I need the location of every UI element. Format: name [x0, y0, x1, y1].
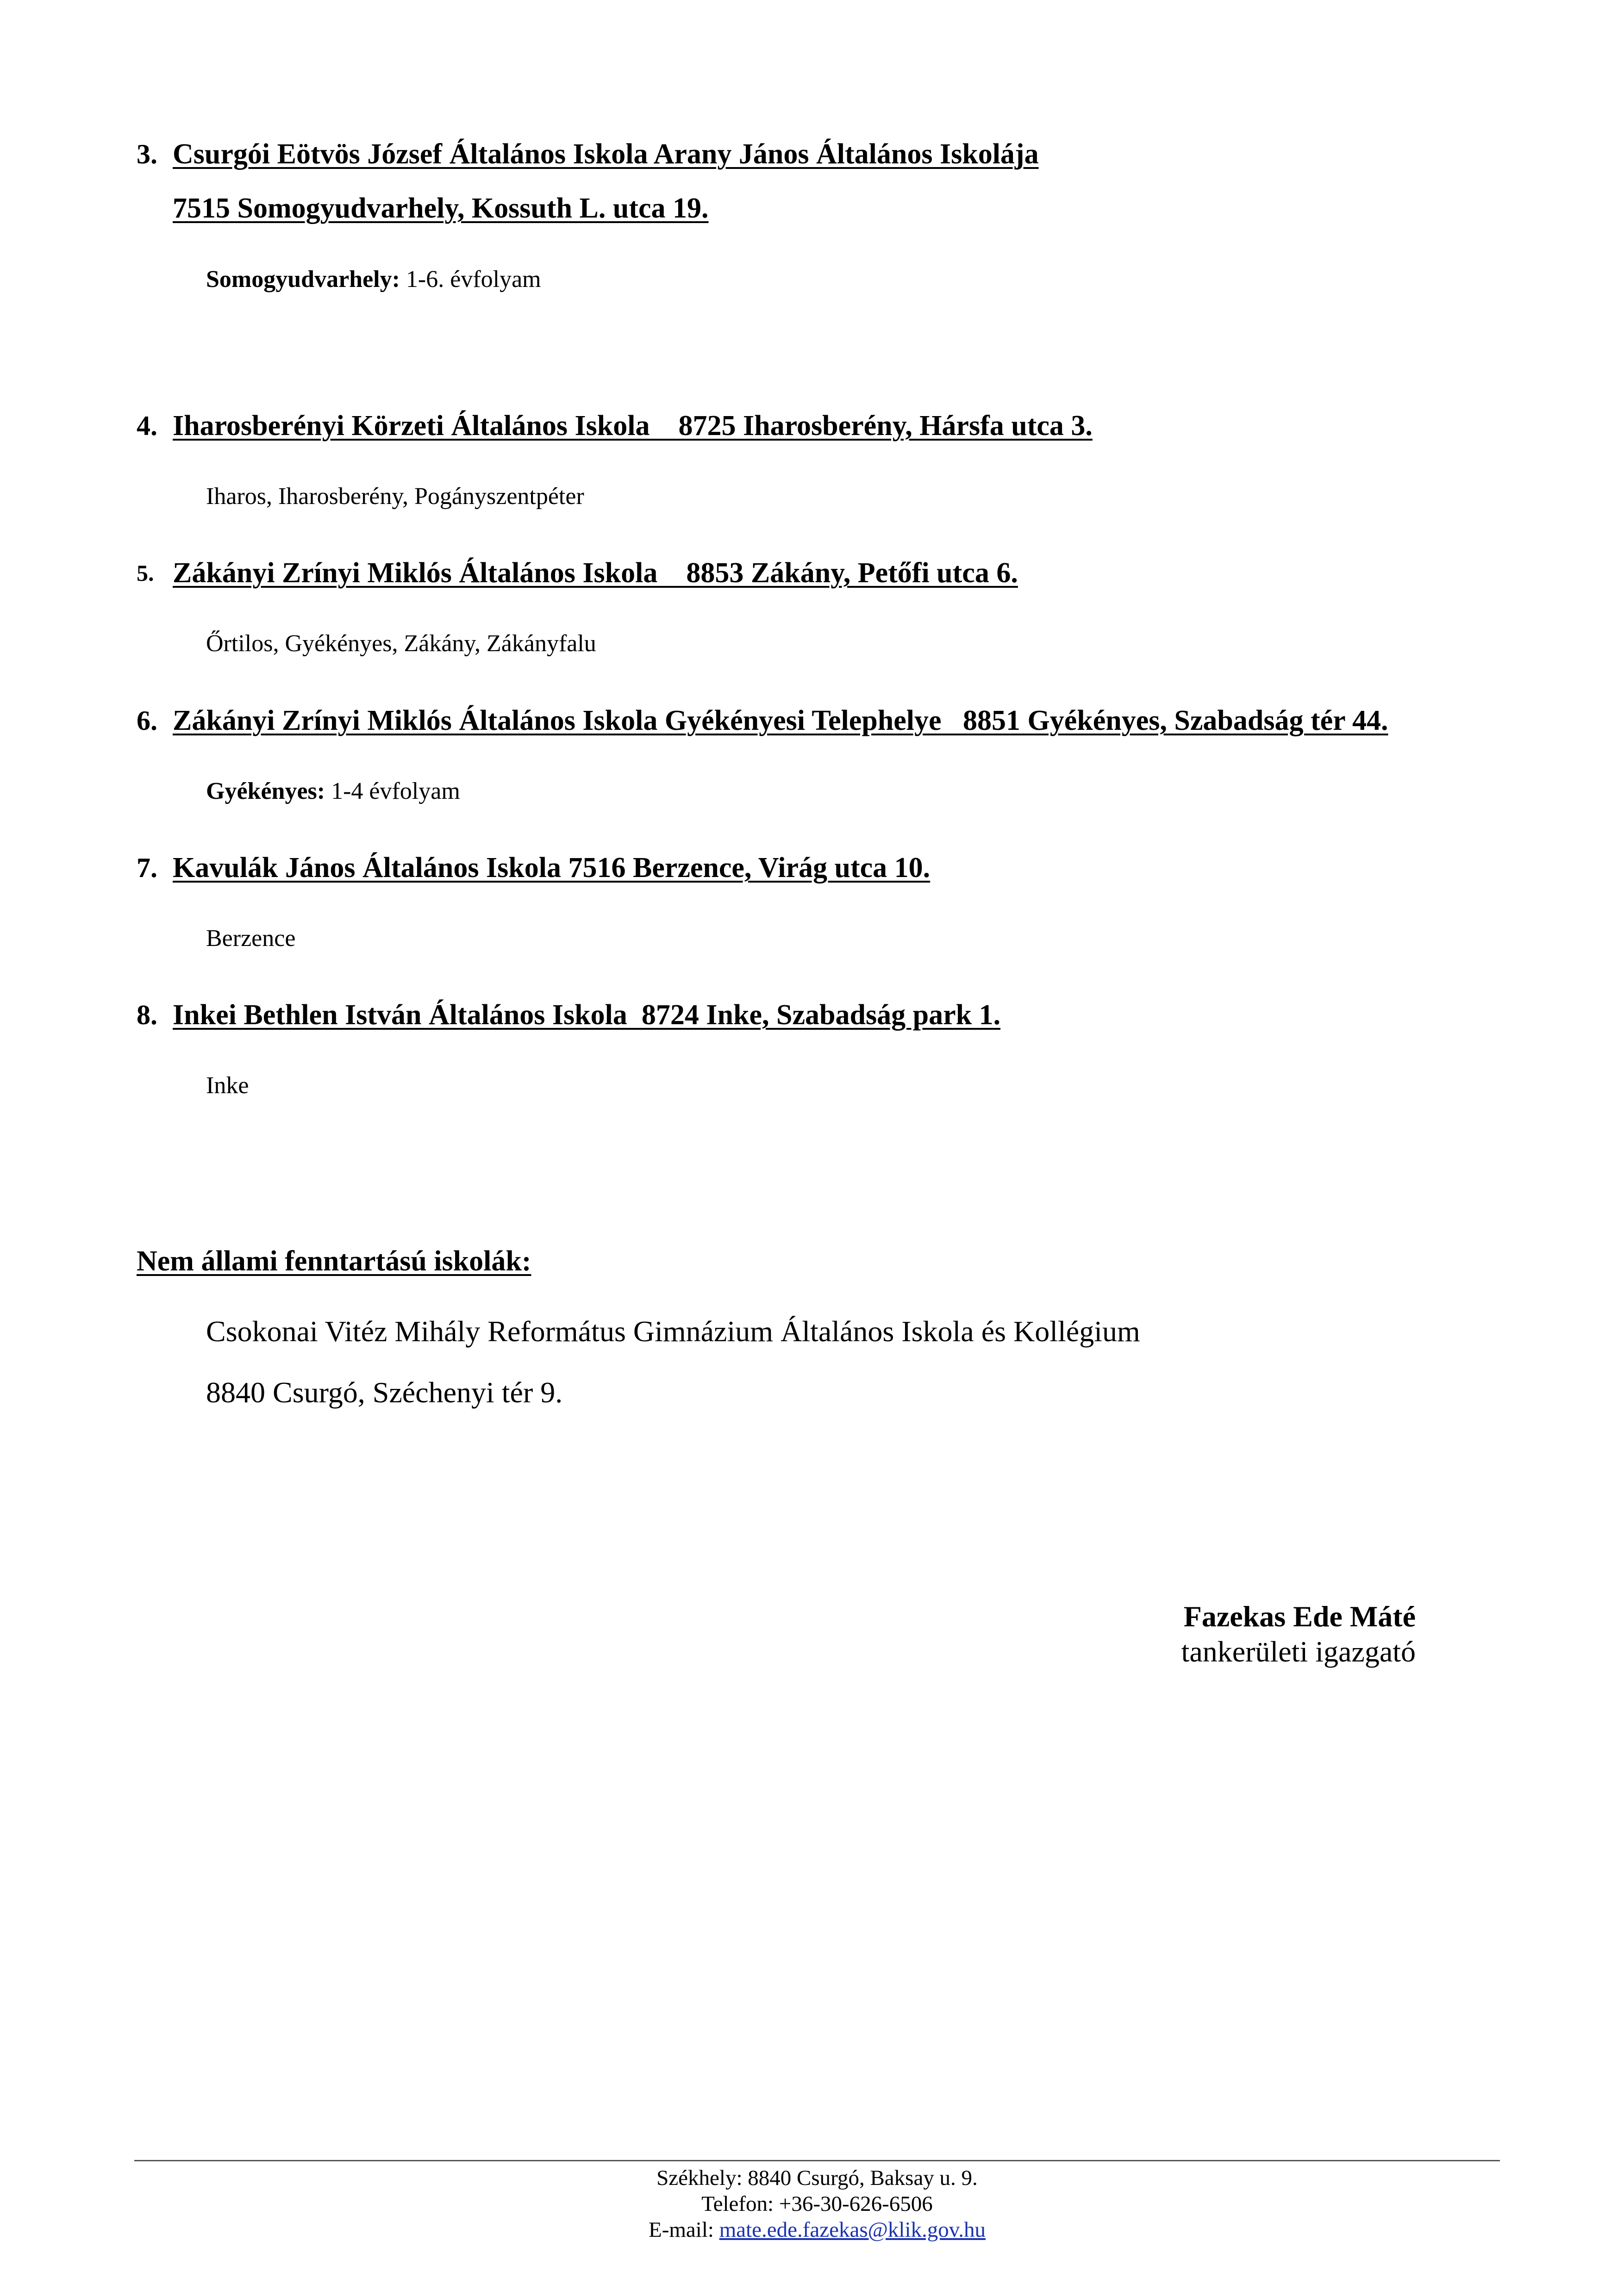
signer-name: Fazekas Ede Máté [1183, 1600, 1416, 1633]
school-coverage: Iharos, Iharosberény, Pogányszentpéter [206, 483, 584, 510]
private-school-name: Csokonai Vitéz Mihály Református Gimnázium Általános Iskola és Kollégium [206, 1315, 1140, 1348]
entry-number: 6. [137, 705, 157, 736]
entry-number: 5. [137, 560, 154, 586]
school-name-address: Iharosberényi Körzeti Általános Iskola 8725 Iharosberény, Hársfa utca 3. [173, 410, 1093, 442]
private-schools-title: Nem állami fenntartású iskolák: [137, 1245, 531, 1277]
footer-email-line [134, 2217, 1500, 2243]
school-name-address: Zákányi Zrínyi Miklós Általános Iskola Gyékényesi Telephelye 8851 Gyékényes, Szabadság tér 44. [173, 705, 1388, 736]
school-coverage: Berzence [206, 925, 296, 952]
entry-number: 4. [137, 411, 157, 441]
entry-number: 8. [137, 1000, 157, 1030]
entry-number: 7. [137, 852, 157, 883]
footer-email-link[interactable]: mate.ede.fazekas@klik.gov.hu [719, 2218, 986, 2242]
signature-block [1181, 1599, 1416, 1669]
coverage-label: Gyékényes: [206, 778, 325, 804]
school-coverage: Őrtilos, Gyékényes, Zákány, Zákányfalu [206, 630, 596, 657]
footer-email-label: E-mail: [648, 2218, 719, 2242]
footer-phone: Telefon: +36-30-626-6506 [701, 2192, 933, 2216]
signer-title: tankerületi igazgató [1181, 1635, 1416, 1668]
entry-number: 3. [137, 139, 157, 169]
school-coverage: Inke [206, 1072, 249, 1099]
school-coverage [206, 778, 460, 805]
school-coverage [206, 266, 541, 293]
footer-address: Székhely: 8840 Csurgó, Baksay u. 9. [656, 2166, 978, 2190]
private-school-address: 8840 Csurgó, Széchenyi tér 9. [206, 1376, 563, 1409]
coverage-text: 1-6. évfolyam [400, 266, 541, 292]
school-name-address: Kavulák János Általános Iskola 7516 Berzence, Virág utca 10. [173, 852, 931, 884]
coverage-label: Somogyudvarhely: [206, 266, 400, 292]
school-name-address: Zákányi Zrínyi Miklós Általános Iskola 8853 Zákány, Petőfi utca 6. [173, 557, 1018, 589]
school-name-address: Inkei Bethlen István Általános Iskola 8724 Inke, Szabadság park 1. [173, 999, 1001, 1031]
school-name: Csurgói Eötvös József Általános Iskola Arany János Általános Iskolája [173, 138, 1039, 170]
footer [134, 2165, 1500, 2243]
footer-divider [134, 2160, 1500, 2161]
coverage-text: 1-4 évfolyam [325, 778, 460, 804]
school-address: 7515 Somogyudvarhely, Kossuth L. utca 19. [173, 193, 709, 224]
